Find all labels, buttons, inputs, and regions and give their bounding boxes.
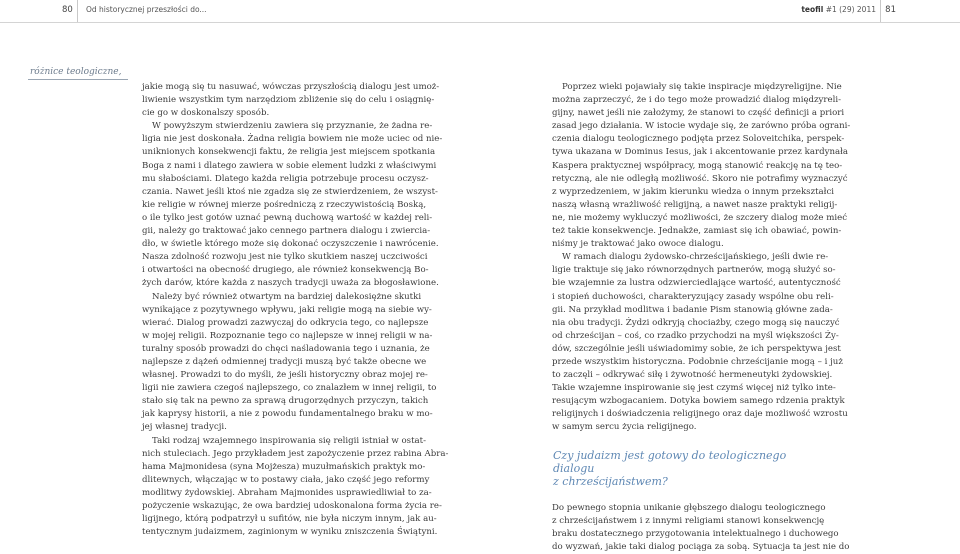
text-line: kie religie w równej mierze pośredniczą z rzeczywistością Boską, bbox=[142, 199, 427, 210]
text-line: własnej. Prowadzi to do myśli, że jeśli historyczny obraz mojej re- bbox=[142, 370, 428, 381]
text-line: Boga z nami i dlatego zawiera w sobie element ludzki z właściwymi bbox=[142, 160, 437, 171]
text-line: tywa ukazana w Dominus Iesus, jak i akcentowanie przez kardynała bbox=[552, 147, 849, 158]
journal-issue: #1 (29) 2011 bbox=[825, 5, 876, 14]
text-line: pożyczenie wskazując, że owa bardziej udoskonalona forma życia re- bbox=[142, 501, 442, 511]
text-line: przede wszystkim historyczna. Podobnie chrześcijanie mogą – i już bbox=[552, 356, 843, 367]
right-column-body bbox=[552, 81, 851, 435]
text-line: turalny sposób prowadzi do chęci naśladowania tego i uznania, że bbox=[142, 343, 430, 354]
journal-name: teofil bbox=[801, 5, 824, 14]
text-line: dlitewnych, włączając w to postawy ciała, jako część jego reformy bbox=[142, 474, 430, 485]
text-line: żych darów, które każda z naszych tradycji uważa za błogosławione. bbox=[142, 278, 439, 289]
text-line: ligia nie jest doskonała. Żadna religia bowiem nie może uciec od nie- bbox=[142, 134, 443, 145]
text-line: bie wzajemnie za lustra odzwierciedlające wartość, autentyczność bbox=[552, 278, 841, 289]
right-running-title bbox=[801, 5, 876, 14]
text-line: naszą własną wrażliwość religijną, a nawet nasze praktyki religij- bbox=[552, 199, 838, 210]
text-line: Do pewnego stopnia unikanie głębszego dialogu teologicznego bbox=[552, 502, 826, 513]
text-line: gii, należy go traktować jako cennego partnera dialogu i zwiercia- bbox=[142, 226, 431, 237]
text-line: modlitwy żydowskiej. Abraham Majmonides usprawiedliwiał to za- bbox=[142, 487, 432, 498]
header-rule bbox=[0, 22, 960, 23]
text-line: to zaczęli – odkrywać siłę i żywotność hermeneutyki żydowskiej. bbox=[552, 370, 833, 381]
header-divider bbox=[77, 0, 78, 22]
text-line: ligii nie zawiera czegoś najlepszego, co znalazłem w innej religii, to bbox=[142, 383, 437, 394]
text-line: czania. Nawet jeśli ktoś nie zgadza się ze stwierdzeniem, że wszyst- bbox=[142, 186, 438, 197]
text-line: dło, w świetle którego może się dokonać oczyszczenie i nawrócenie. bbox=[142, 239, 439, 250]
text-line: mu słabościami. Dlatego każda religia potrzebuje procesu oczysz- bbox=[142, 173, 429, 184]
text-line: resującym wzbogacaniem. Dotyka bowiem samego rdzenia praktyk bbox=[552, 396, 845, 407]
text-line: nich stuleciach. Jego przykładem jest zapożyczenie przez rabina Abra- bbox=[142, 448, 449, 459]
header-divider bbox=[880, 0, 881, 22]
text-line: ligie traktuje się jako równorzędnych partnerów, mogą służyć so- bbox=[552, 265, 836, 276]
text-line: religijnych i doświadczenia religijnego oraz daje możliwość wzrostu bbox=[552, 409, 848, 420]
text-line: Taki rodzaj wzajemnego inspirowania się religii istniał w ostat- bbox=[152, 435, 427, 446]
left-text-column bbox=[142, 81, 449, 539]
text-line: Takie wzajemne inspirowanie się jest czymś więcej niż tylko inte- bbox=[552, 383, 836, 394]
text-line: o ile tylko jest gotów uznać pewną duchową wartość w każdej reli- bbox=[142, 212, 433, 223]
text-line: braku dostatecznego przygotowania intelektualnego i duchowego bbox=[552, 528, 839, 539]
text-line: tentycznym judaizmem, zaginionym w wyniku zniszczenia Świątyni. bbox=[142, 527, 438, 538]
running-header bbox=[0, 0, 960, 22]
text-line: też takie konsekwencje. Jednakże, zamiast się ich obawiać, powin- bbox=[552, 226, 842, 237]
text-line: gijny, nawet jeśli nie założymy, że stanowi to część definicji a priori bbox=[552, 108, 845, 119]
text-line: i stopień duchowości, charakteryzujący zasady wspólne obu reli- bbox=[552, 291, 834, 302]
right-text-column bbox=[552, 81, 851, 554]
left-page-number: 80 bbox=[62, 5, 73, 15]
text-line: hama Majmonidesa (syna Mojżesza) muzułmańskich praktyk mo- bbox=[142, 461, 426, 472]
text-line: do wyzwań, jakie taki dialog pociąga za sobą. Sytuacja ta jest nie do bbox=[552, 541, 850, 552]
text-line: w mojej religii. Rozpoznanie tego co najlepsze w innej religii w na- bbox=[142, 330, 433, 341]
text-line: Należy być również otwartym na bardziej dalekosiężne skutki bbox=[152, 291, 422, 302]
text-line: uniknionych konsekwencji faktu, że religia jest miejscem spotkania bbox=[142, 147, 436, 158]
text-line: W powyższym stwierdzeniu zawiera się przyznanie, że żadna re- bbox=[152, 121, 433, 132]
text-line: z wyprzedzeniem, w jakim kierunku wiedza o innym przekształci bbox=[552, 186, 835, 197]
text-line: zasad jego działania. W istocie wydaje się, że zarówno próba ograni- bbox=[552, 121, 851, 132]
text-line: Nasza zdolność rozwoju jest nie tylko skutkiem naszej uczciwości bbox=[142, 252, 428, 263]
right-page-number: 81 bbox=[885, 5, 896, 15]
margin-note: różnice teologiczne, bbox=[30, 67, 122, 77]
text-line: gii. Na przykład modlitwa i badanie Pism stanowią główne zada- bbox=[552, 304, 833, 315]
text-line: najlepsze z dążeń odmiennej tradycji muszą być także obecne we bbox=[142, 356, 427, 367]
text-line: Kaspera praktycznej współpracy, mogą stanowić reakcję na tę teo- bbox=[552, 160, 843, 171]
text-line: w samym sercu życia religijnego. bbox=[552, 422, 697, 433]
text-line: z chrześcijaństwem i z innymi religiami stanowi konsekwencję bbox=[552, 515, 825, 526]
text-line: czenia dialogu teologicznego podjęta przez Soloveitchika, perspek- bbox=[552, 134, 845, 145]
text-line: wierać. Dialog prowadzi zazwyczaj do odkrycia tego, co najlepsze bbox=[142, 317, 429, 328]
section-heading-line-2: z chrześcijaństwem? bbox=[553, 474, 668, 488]
text-line: stało się tak na pewno za sprawą drugorzędnych przyczyn, takich bbox=[142, 396, 429, 407]
text-line: niśmy je traktować jako owoce dialogu. bbox=[552, 239, 724, 250]
text-line: i otwartości na obecność drugiego, ale również konsekwencją Bo- bbox=[142, 265, 429, 276]
text-line: W ramach dialogu żydowsko-chrześcijańskiego, jeśli dwie re- bbox=[562, 252, 829, 263]
right-column-body-continued bbox=[552, 502, 850, 554]
text-line: ligijnego, którą podpatrzył u sufitów, nie była niczym innym, jak au- bbox=[142, 514, 437, 525]
text-line: dów, szczególnie jeśli uświadomimy sobie, że ich perspektywa jest bbox=[552, 343, 841, 354]
text-line: Poprzez wieki pojawiały się takie inspiracje międzyreligijne. Nie bbox=[562, 82, 842, 92]
text-line: jej własnej tradycji. bbox=[142, 422, 227, 433]
text-line: wynikające z pozytywnego wpływu, jaki religie mogą na siebie wy- bbox=[142, 304, 432, 315]
text-line: ne, nie możemy wykluczyć możliwości, że szczery dialog może mieć bbox=[552, 212, 848, 223]
text-line: nia obu tradycji. Żydzi odkryją chociażby, czego mogą się nauczyć bbox=[552, 317, 840, 328]
left-running-title: Od historycznej przeszłości do... bbox=[86, 5, 207, 14]
text-line: jak kaprysy historii, a nie z powodu fundamentalnego braku w mo- bbox=[142, 409, 433, 420]
text-line: od chrześcijan – coś, co rzadko przychodzi na myśl większości Ży- bbox=[552, 330, 839, 341]
section-heading-line-1: Czy judaizm jest gotowy do teologicznego dialogu bbox=[553, 448, 787, 475]
text-line: liwienie wszystkim tym narzędziom zbliżenie się do celu i osiągnię- bbox=[142, 95, 435, 106]
text-line: można zaprzeczyć, że i do tego może prowadzić dialog międzyreli- bbox=[552, 95, 842, 106]
margin-note-rule bbox=[28, 79, 128, 80]
text-line: jakie mogą się tu nasuwać, wówczas przyszłością dialogu jest umoż- bbox=[142, 82, 440, 92]
text-line: retyczną, ale nie odległą możliwość. Skoro nie potrafimy wyznaczyć bbox=[552, 173, 848, 184]
text-line: cie go w doskonalszy sposób. bbox=[142, 108, 270, 119]
